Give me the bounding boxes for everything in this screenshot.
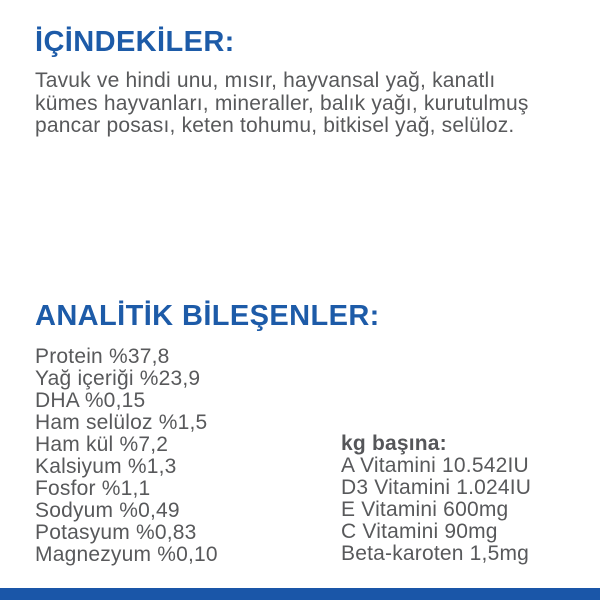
analytical-heading: ANALİTİK BİLEŞENLER: bbox=[35, 300, 380, 332]
component-row: Yağ içeriği %23,9 bbox=[35, 367, 201, 390]
component-row: Ham selüloz %1,5 bbox=[35, 411, 208, 434]
vitamin-row: Beta-karoten 1,5mg bbox=[341, 542, 530, 565]
vitamin-row: E Vitamini 600mg bbox=[341, 498, 509, 521]
component-row: Protein %37,8 bbox=[35, 345, 170, 368]
ingredients-paragraph bbox=[35, 70, 529, 138]
component-row: Potasyum %0,83 bbox=[35, 521, 197, 544]
ingredients-line: pancar posası, keten tohumu, bitkisel yağ, selüloz. bbox=[35, 114, 515, 138]
bottom-accent-bar bbox=[0, 588, 600, 600]
vitamin-row: A Vitamini 10.542IU bbox=[341, 454, 529, 477]
component-row: Sodyum %0,49 bbox=[35, 499, 180, 522]
ingredients-line: Tavuk ve hindi unu, mısır, hayvansal yağ, kanatlı bbox=[35, 69, 496, 92]
analytical-components-list bbox=[35, 346, 218, 566]
component-row: DHA %0,15 bbox=[35, 389, 146, 412]
component-row: Magnezyum %0,10 bbox=[35, 543, 218, 566]
ingredients-heading: İÇİNDEKİLER: bbox=[35, 26, 235, 58]
vitamin-row: D3 Vitamini 1.024IU bbox=[341, 476, 532, 499]
vitamin-row: C Vitamini 90mg bbox=[341, 520, 498, 543]
component-row: Kalsiyum %1,3 bbox=[35, 455, 177, 478]
component-row: Fosfor %1,1 bbox=[35, 477, 151, 500]
component-row: Ham kül %7,2 bbox=[35, 433, 169, 456]
ingredients-line: kümes hayvanları, mineraller, balık yağı, kurutulmuş bbox=[35, 91, 529, 115]
per-kg-heading: kg başına: bbox=[341, 432, 447, 455]
per-kg-block bbox=[341, 433, 531, 565]
